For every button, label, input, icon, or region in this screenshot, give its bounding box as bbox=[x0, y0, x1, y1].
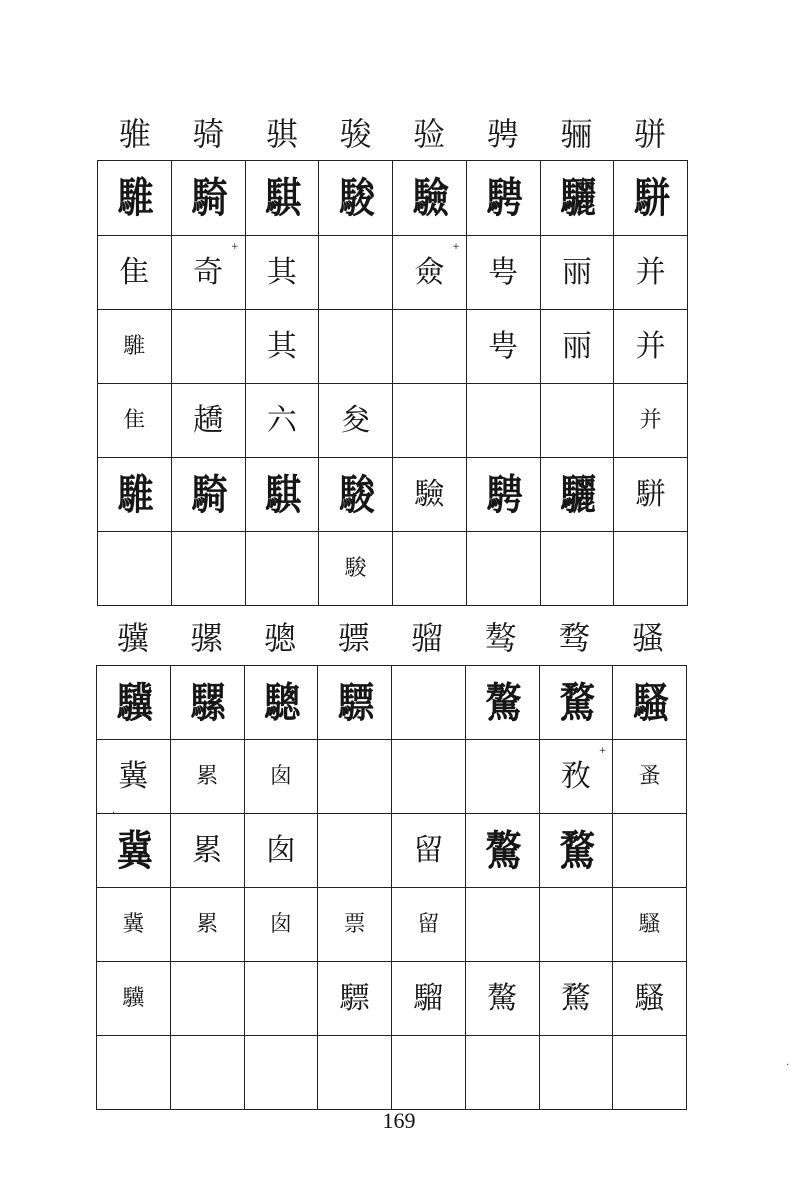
glyph-form: 騁 bbox=[486, 470, 520, 519]
glyph-form: 隹 bbox=[119, 254, 150, 290]
glyph-cell bbox=[319, 384, 393, 458]
glyph-cell bbox=[245, 532, 319, 606]
margin-mark: · bbox=[112, 808, 116, 819]
glyph-cell bbox=[171, 161, 245, 236]
glyph-cell bbox=[393, 310, 467, 384]
glyph-cell bbox=[613, 814, 687, 888]
column-header: 骝 bbox=[411, 619, 444, 657]
glyph-cell bbox=[465, 666, 539, 740]
glyph-cell bbox=[97, 962, 171, 1036]
glyph-cell bbox=[245, 161, 319, 236]
column-header: 骛 bbox=[558, 619, 591, 657]
section1-grid bbox=[97, 160, 688, 606]
page-number: 169 bbox=[382, 1108, 416, 1133]
glyph-cell bbox=[318, 814, 392, 888]
glyph-cell bbox=[319, 161, 393, 236]
glyph-form: 騏 bbox=[265, 470, 299, 519]
grid-row bbox=[97, 962, 687, 1036]
grid-row bbox=[97, 740, 687, 814]
glyph-cell bbox=[244, 962, 318, 1036]
glyph-cell bbox=[614, 236, 688, 310]
column-header: 骠 bbox=[337, 619, 370, 657]
glyph-cell bbox=[244, 666, 318, 740]
glyph-form: 留 bbox=[417, 911, 440, 937]
glyph-cell bbox=[392, 666, 466, 740]
glyph-form: 夋 bbox=[340, 402, 371, 438]
glyph-cell bbox=[98, 310, 172, 384]
glyph-cell bbox=[540, 310, 614, 384]
glyph-form: 驄 bbox=[264, 678, 298, 727]
grid-row bbox=[97, 888, 687, 962]
glyph-form: 奇 bbox=[193, 254, 224, 290]
glyph-form: 騷 bbox=[634, 980, 665, 1016]
column-header: 骏 bbox=[339, 115, 372, 153]
glyph-cell bbox=[392, 740, 466, 814]
glyph-cell bbox=[466, 310, 540, 384]
glyph-cell bbox=[98, 161, 172, 236]
glyph-cell bbox=[170, 962, 244, 1036]
grid-row bbox=[97, 814, 687, 888]
glyph-form: 并 bbox=[635, 328, 666, 364]
glyph-cell bbox=[171, 310, 245, 384]
glyph-cell bbox=[170, 740, 244, 814]
glyph-cell bbox=[245, 236, 319, 310]
glyph-form: 駢 bbox=[635, 476, 666, 512]
glyph-form: 囱 bbox=[265, 832, 296, 868]
glyph-form: 騷 bbox=[638, 911, 661, 937]
annotation-dot-icon: + bbox=[230, 242, 239, 252]
grid-row bbox=[97, 666, 687, 740]
glyph-cell bbox=[245, 310, 319, 384]
glyph-form: 騅 bbox=[117, 470, 151, 519]
glyph-cell bbox=[319, 236, 393, 310]
glyph-form: 騖 bbox=[559, 826, 593, 875]
grid-row bbox=[98, 161, 688, 236]
glyph-form: 騮 bbox=[413, 980, 444, 1016]
glyph-cell bbox=[539, 962, 613, 1036]
glyph-cell bbox=[244, 1036, 318, 1110]
grid-row bbox=[97, 1036, 687, 1110]
glyph-form: 丽 bbox=[561, 254, 592, 290]
glyph-cell bbox=[170, 666, 244, 740]
glyph-form: 騏 bbox=[265, 173, 299, 223]
glyph-form: 驗 bbox=[414, 476, 445, 512]
glyph-cell bbox=[613, 740, 687, 814]
glyph-cell bbox=[465, 1036, 539, 1110]
glyph-cell bbox=[318, 888, 392, 962]
glyph-cell bbox=[244, 814, 318, 888]
glyph-cell bbox=[318, 962, 392, 1036]
glyph-cell bbox=[245, 458, 319, 532]
glyph-form: 驥 bbox=[122, 985, 145, 1011]
glyph-form: 冀 bbox=[122, 911, 145, 937]
column-header: 骑 bbox=[192, 115, 225, 153]
glyph-form: 驁 bbox=[485, 826, 519, 875]
glyph-form: 駿 bbox=[344, 555, 367, 581]
column-header: 骜 bbox=[484, 619, 517, 657]
glyph-cell bbox=[465, 962, 539, 1036]
glyph-cell bbox=[540, 532, 614, 606]
glyph-form: 騅 bbox=[117, 173, 151, 223]
glyph-cell bbox=[613, 666, 687, 740]
glyph-cell bbox=[614, 161, 688, 236]
glyph-cell bbox=[319, 532, 393, 606]
glyph-cell bbox=[466, 384, 540, 458]
glyph-form: 丽 bbox=[561, 328, 592, 364]
glyph-form: 騅 bbox=[123, 333, 146, 359]
glyph-form: 駢 bbox=[634, 173, 668, 223]
glyph-cell bbox=[392, 888, 466, 962]
glyph-cell bbox=[539, 1036, 613, 1110]
glyph-cell bbox=[539, 666, 613, 740]
glyph-cell bbox=[466, 532, 540, 606]
glyph-cell bbox=[613, 888, 687, 962]
section1-header-row bbox=[98, 108, 687, 160]
glyph-cell bbox=[245, 384, 319, 458]
glyph-cell bbox=[465, 888, 539, 962]
annotation-dot-icon: + bbox=[452, 242, 460, 252]
glyph-form: 敄 bbox=[560, 758, 591, 794]
glyph-cell bbox=[466, 458, 540, 532]
column-header: 骋 bbox=[486, 115, 519, 153]
glyph-cell bbox=[392, 962, 466, 1036]
glyph-form: 驃 bbox=[338, 678, 372, 727]
glyph-cell bbox=[613, 962, 687, 1036]
column-header: 骚 bbox=[631, 619, 664, 657]
glyph-form: 驪 bbox=[560, 173, 594, 223]
glyph-cell bbox=[170, 888, 244, 962]
glyph-cell bbox=[98, 532, 172, 606]
glyph-cell bbox=[540, 161, 614, 236]
glyph-form: 累 bbox=[192, 832, 223, 868]
glyph-form: 六 bbox=[266, 402, 297, 438]
glyph-cell bbox=[171, 458, 245, 532]
glyph-cell bbox=[614, 532, 688, 606]
grid-row bbox=[98, 532, 688, 606]
glyph-cell bbox=[393, 384, 467, 458]
glyph-form: 驁 bbox=[485, 678, 519, 727]
glyph-cell bbox=[539, 740, 613, 814]
glyph-cell bbox=[319, 310, 393, 384]
glyph-cell bbox=[97, 740, 171, 814]
glyph-cell bbox=[540, 236, 614, 310]
glyph-cell bbox=[244, 888, 318, 962]
glyph-form: 隹 bbox=[123, 407, 146, 433]
column-header: 骥 bbox=[116, 619, 149, 657]
glyph-form: 騷 bbox=[633, 678, 667, 727]
glyph-cell bbox=[614, 458, 688, 532]
glyph-cell bbox=[613, 1036, 687, 1110]
glyph-form: 驪 bbox=[560, 470, 594, 519]
glyph-cell bbox=[540, 458, 614, 532]
glyph-form: 其 bbox=[266, 328, 297, 364]
column-header: 骊 bbox=[560, 115, 593, 153]
glyph-cell bbox=[318, 740, 392, 814]
column-header: 骐 bbox=[265, 115, 298, 153]
grid-row bbox=[98, 236, 688, 310]
glyph-form: 其 bbox=[266, 254, 297, 290]
glyph-cell bbox=[614, 384, 688, 458]
glyph-cell bbox=[466, 236, 540, 310]
glyph-cell bbox=[98, 236, 172, 310]
glyph-form: 票 bbox=[343, 911, 366, 937]
glyph-cell bbox=[171, 384, 245, 458]
glyph-cell bbox=[393, 532, 467, 606]
column-header: 骢 bbox=[263, 619, 296, 657]
glyph-form: 騎 bbox=[191, 173, 225, 223]
glyph-form: 囱 bbox=[269, 911, 292, 937]
annotation-dot-icon: + bbox=[598, 746, 607, 756]
glyph-cell bbox=[539, 888, 613, 962]
glyph-form: 并 bbox=[635, 254, 666, 290]
glyph-form: 驃 bbox=[339, 980, 370, 1016]
glyph-cell bbox=[170, 814, 244, 888]
glyph-cell bbox=[171, 236, 245, 310]
column-header: 骈 bbox=[633, 115, 666, 153]
glyph-cell bbox=[392, 814, 466, 888]
grid-row bbox=[98, 384, 688, 458]
glyph-cell bbox=[319, 458, 393, 532]
glyph-form: 蚤 bbox=[638, 763, 661, 789]
glyph-form: 騖 bbox=[560, 980, 591, 1016]
glyph-form: 囱 bbox=[269, 763, 292, 789]
grid-row bbox=[98, 310, 688, 384]
glyph-form: 騁 bbox=[486, 173, 520, 223]
glyph-form: 騾 bbox=[190, 678, 224, 727]
glyph-cell bbox=[393, 236, 467, 310]
glyph-cell bbox=[614, 310, 688, 384]
glyph-form: 驁 bbox=[487, 980, 518, 1016]
glyph-form: 駿 bbox=[339, 173, 373, 223]
glyph-cell bbox=[466, 161, 540, 236]
glyph-cell bbox=[465, 740, 539, 814]
glyph-form: 累 bbox=[196, 763, 219, 789]
glyph-form: 累 bbox=[196, 911, 219, 937]
glyph-form: 趫 bbox=[193, 402, 224, 438]
glyph-cell bbox=[318, 666, 392, 740]
column-header: 验 bbox=[413, 115, 446, 153]
grid-row bbox=[98, 458, 688, 532]
glyph-cell bbox=[318, 1036, 392, 1110]
margin-mark: · bbox=[786, 1060, 790, 1071]
glyph-form: 驗 bbox=[412, 173, 446, 223]
glyph-cell bbox=[98, 384, 172, 458]
glyph-form: 駿 bbox=[339, 470, 373, 519]
glyph-cell bbox=[393, 458, 467, 532]
glyph-cell bbox=[244, 740, 318, 814]
glyph-cell bbox=[393, 161, 467, 236]
glyph-form: 冀 bbox=[116, 826, 150, 875]
glyph-cell bbox=[97, 1036, 171, 1110]
glyph-cell bbox=[465, 814, 539, 888]
glyph-cell bbox=[97, 888, 171, 962]
section2-header-row bbox=[96, 612, 685, 664]
glyph-cell bbox=[97, 814, 171, 888]
glyph-form: 騎 bbox=[191, 470, 225, 519]
glyph-form: 留 bbox=[413, 832, 444, 868]
glyph-form: 甹 bbox=[488, 254, 519, 290]
glyph-cell bbox=[392, 1036, 466, 1110]
glyph-cell bbox=[170, 1036, 244, 1110]
glyph-form: 冀 bbox=[118, 758, 149, 794]
column-header: 骓 bbox=[118, 115, 151, 153]
glyph-cell bbox=[98, 458, 172, 532]
glyph-cell bbox=[539, 814, 613, 888]
column-header: 骡 bbox=[190, 619, 223, 657]
glyph-form: 并 bbox=[639, 407, 662, 433]
glyph-cell bbox=[171, 532, 245, 606]
glyph-form: 甹 bbox=[488, 328, 519, 364]
glyph-form: 驥 bbox=[116, 678, 150, 727]
glyph-form: 騖 bbox=[559, 678, 593, 727]
glyph-cell bbox=[97, 666, 171, 740]
section2-grid bbox=[96, 665, 687, 1110]
glyph-cell bbox=[540, 384, 614, 458]
glyph-form: 僉 bbox=[414, 254, 445, 290]
